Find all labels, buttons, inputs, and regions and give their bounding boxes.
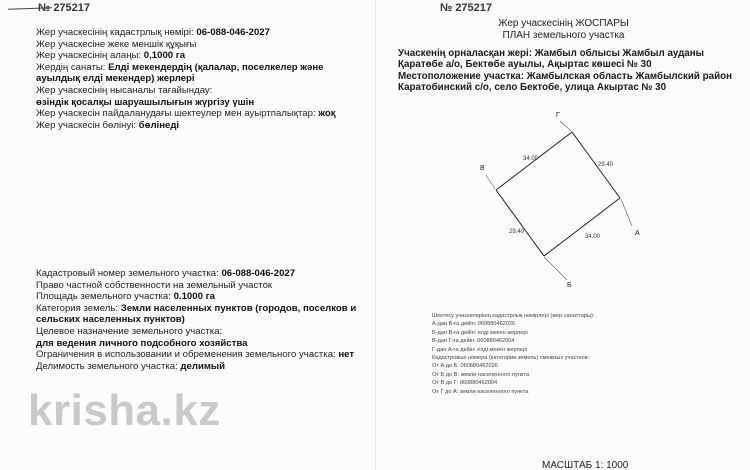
- plot-edge-bottom-right: [544, 198, 620, 256]
- neighbor-line: А-дан Б-ға дейін: 060880462026: [432, 321, 516, 328]
- neighbor-line: В-дан Г-ға дейін: 060880462004: [432, 338, 515, 345]
- info-value: өзіндік қосалқы шаруашылығын жүргізу үшін: [36, 96, 255, 108]
- info-label: Делимость земельного участка:: [36, 360, 181, 372]
- info-line: [36, 50, 185, 62]
- dim-bottom-left: 29.40: [509, 229, 525, 235]
- info-value: жоқ: [318, 108, 336, 120]
- plan-title-kz: Жер учаскесінің ЖОСПАРЫ: [498, 18, 629, 29]
- info-label: Жер учаскесінің кадастрлық нөмірі:: [36, 27, 197, 38]
- info-line: [36, 85, 212, 97]
- info-label: Жер учаскесіне жеке меншік құқығы: [36, 38, 197, 50]
- neighbor-line: Шектесу учаскелерінің кадастрлық нөмірлері (жер санаттары):: [432, 313, 595, 319]
- info-line: [36, 326, 222, 338]
- location-line: Местоположение участка: Жамбылская область Жамбылский район: [398, 70, 733, 82]
- info-value: Елді мекендердің (қалалар, поселкелер және: [108, 61, 324, 73]
- info-line: [36, 27, 270, 39]
- corner-label-g: Г: [556, 112, 560, 119]
- info-label: Жердің санаты:: [36, 61, 109, 73]
- neighbor-line: От В до Г: 060880462004: [432, 380, 498, 387]
- neighbor-line: От А до Б: 060880462026: [432, 363, 498, 370]
- plan-title-ru: ПЛАН земельного участка: [502, 30, 625, 41]
- info-line: [36, 97, 254, 109]
- location-line: Қаратөбе а/о, Бектөбе ауылы, Ақыртас көшесі № 30: [398, 59, 652, 71]
- plot-edge-bottom-left: [496, 190, 544, 256]
- info-label: Жер учаскесін бөлінуі:: [36, 119, 139, 131]
- info-value: для ведения личного подсобного хозяйства: [36, 337, 248, 349]
- watermark: krisha.kz: [28, 386, 221, 435]
- info-line: [36, 349, 354, 361]
- info-value: 0.1000 га: [173, 291, 215, 303]
- info-line: [36, 338, 247, 350]
- location-line: Учаскенің орналасқан жері: Жамбыл облысы Жамбыл ауданы: [398, 48, 705, 59]
- right-page: [375, 0, 750, 470]
- corner-label-b: Б: [567, 282, 572, 289]
- neighbor-line: Б-дан В-ға дейін: елді мекен жерлері: [432, 329, 528, 336]
- info-label: Площадь земельного участка:: [36, 291, 174, 303]
- info-line: [36, 268, 295, 280]
- leader-v: [486, 175, 495, 189]
- info-value: сельских населенных пунктов): [36, 314, 185, 326]
- dim-top-left: 34.00: [523, 156, 539, 162]
- info-line: [36, 39, 196, 51]
- info-line: [36, 314, 185, 326]
- info-line: [36, 73, 195, 85]
- neighbor-line: От Б до В: земли населенного пункта: [432, 371, 530, 378]
- scale-label: МАСШТАБ 1: 1000: [542, 460, 629, 470]
- dim-bottom-right: 34.00: [585, 234, 601, 240]
- doc-number-left: № 275217: [38, 2, 91, 14]
- leader-g: [560, 121, 571, 131]
- info-line: [36, 361, 225, 373]
- leader-b: [544, 257, 567, 280]
- neighbor-line: От Г до А: земли населенного пункта: [432, 388, 529, 395]
- neighbor-line: Кадастровые номера (категории земель) смежных участков:: [432, 355, 590, 361]
- info-value: делимый: [180, 360, 226, 372]
- info-label: Ограничения в использовании и обременения земельного участка:: [36, 349, 339, 361]
- info-value: 06-088-046-2027: [196, 27, 270, 38]
- info-value: 0,1000 га: [143, 50, 186, 62]
- corner-label-a: А: [635, 230, 640, 237]
- info-label: Жер учаскесін пайдаланудағы шектеулер мен ауыртпалықтар:: [36, 108, 319, 120]
- doc-number-right: № 275217: [440, 2, 493, 14]
- info-label: Категория земель:: [36, 302, 121, 314]
- info-value: 06-088-046-2027: [221, 268, 296, 279]
- info-label: Жер учаскесінің алаңы:: [36, 50, 144, 62]
- info-value: Земли населенных пунктов (городов, поселков и: [120, 302, 357, 314]
- info-line: [36, 120, 179, 132]
- info-line: [36, 62, 324, 74]
- info-value: нет: [338, 349, 355, 361]
- info-label: Право частной собственности на земельный участок: [36, 279, 273, 291]
- info-label: Кадастровый номер земельного участка:: [36, 268, 222, 279]
- corner-label-v: В: [480, 165, 485, 172]
- land-plot-plan: [376, 0, 750, 470]
- info-line: [36, 291, 215, 303]
- info-value: ауылдық елді мекендер) жерлері: [36, 73, 195, 85]
- info-label: Целевое назначение земельного участка:: [36, 326, 223, 337]
- location-line: Каратобинский с/о, село Бектобе, улица Акыртас № 30: [398, 82, 667, 94]
- info-value: бөлінеді: [138, 119, 180, 131]
- dim-top-right: 29.40: [598, 162, 614, 168]
- neighbor-line: Г-дан А-ға дейін: елді мекен жерлері: [432, 346, 528, 353]
- info-line: [36, 280, 272, 292]
- info-line: [36, 108, 336, 120]
- leader-a: [621, 199, 632, 226]
- info-line: [36, 303, 356, 315]
- info-label: Жер учаскесінің нысаналы тағайындау:: [36, 85, 213, 96]
